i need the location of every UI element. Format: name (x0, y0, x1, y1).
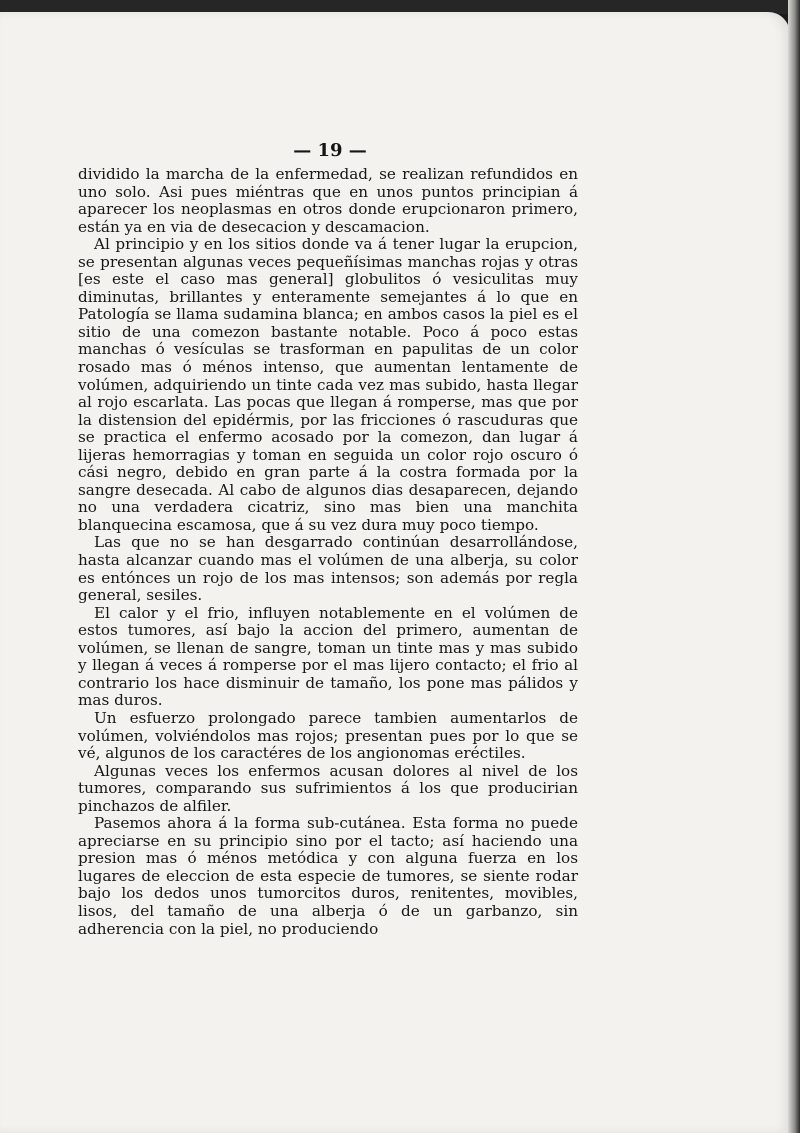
page-number: — 19 — (293, 140, 367, 161)
body-text (78, 166, 578, 938)
page-edge-shadow (788, 0, 800, 1133)
paragraph-5: Un esfuerzo prolongado parece tambien aumentarlos de volúmen, volviéndolos mas rojos; presentan pues por lo que se vé, algunos de los caractéres de los angionomas eréctiles. (78, 708, 578, 763)
paragraph-1: dividido la marcha de la enfermedad, se realizan refundidos en uno solo. Asi pues miéntras que en unos puntos principian á aparecer los neoplasmas en otros donde erupcionaron primero, están ya en via de desecacion y descamacion. (78, 165, 578, 236)
paragraph-6: Algunas veces los enfermos acusan dolores al nivel de los tumores, comparando sus sufrimientos á los que producirian pinchazos de alfiler. (78, 761, 578, 815)
paragraph-3: Las que no se han desgarrado continúan desarrollándose, hasta alcanzar cuando mas el volúmen de una alberja, su color es entónces un rojo de los mas intensos; son además por regla general, sesiles. (78, 533, 578, 605)
paragraph-4: El calor y el frio, influyen notablemente en el volúmen de estos tumores, así bajo la accion del primero, aumentan de volúmen, se llenan de sangre, toman un tinte mas y mas subido y llegan á veces á romperse por el mas lijero contacto; el frio al contrario los hace disminuir de tamaño, los pone mas pálidos y mas duros. (78, 603, 578, 710)
paragraph-7: Pasemos ahora á la forma sub-cutánea. Esta forma no puede apreciarse en su principio sino por el tacto; así haciendo una presion mas ó ménos metódica y con alguna fuerza en los lugares de eleccion de esta especie de tumores, se siente rodar bajo los dedos unos tumorcitos duros, renitentes, movibles, lisos, del tamaño de una alberja ó de un garbanzo, sin adherencia con la piel, no produciendo (78, 814, 578, 938)
paragraph-2: Al principio y en los sitios donde va á tener lugar la erupcion, se presentan algunas veces pequeñísimas manchas rojas y otras [es este el caso mas general] globulitos ó vesiculitas muy diminutas, brillantes y enteramente semejantes á lo que en Patología se llama sudamina blanca; en ambos casos la piel es el sitio de una comezon bastante notable. Poco á poco estas manchas ó vesículas se trasforman en papulitas de un color rosado mas ó ménos intenso, que aumentan lentamente de volúmen, adquiriendo un tinte cada vez mas subido, hasta llegar al rojo escarlata. Las pocas que llegan á romperse, mas que por la distension del epidérmis, por las fricciones ó rascuduras que se practica el enfermo acosado por la comezon, dan lugar á lijeras hemorragias y toman en seguida un color rojo oscuro ó cási negro, debido en gran parte á la costra formada por la sangre desecada. Al cabo de algunos dias desaparecen, dejando no una verdadera cicatriz, sino mas bien una manchita blanquecina escamosa, que á su vez dura muy poco tiempo. (78, 235, 578, 534)
